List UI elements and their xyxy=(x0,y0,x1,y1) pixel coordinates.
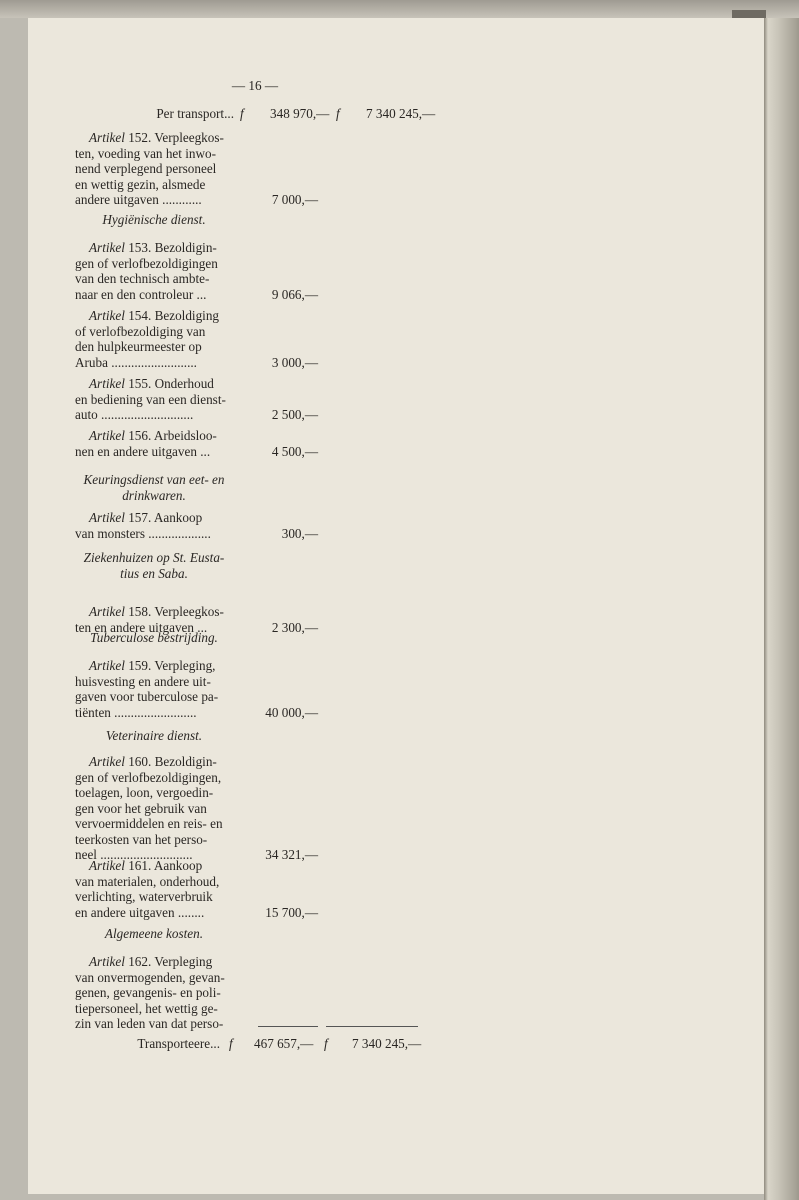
article-line: gen voor het gebruik van xyxy=(75,800,207,816)
article-amount: 15 700,— xyxy=(265,904,318,920)
page-number: — 16 — xyxy=(231,78,279,93)
section-heading: Keuringsdienst van eet- en xyxy=(83,472,225,487)
header-amount-2: 7 340 245,— xyxy=(366,106,436,121)
header-currency-2: f xyxy=(336,106,340,121)
footer-amount-2: 7 340 245,— xyxy=(352,1036,422,1051)
article-amount: 9 066,— xyxy=(271,286,318,302)
article-line-first: Artikel 159. Verpleging, xyxy=(89,658,216,673)
article-line: tiënten ......................... xyxy=(75,704,197,720)
article-line: ten, voeding van het inwo- xyxy=(75,145,216,161)
section-heading: Algemeene kosten. xyxy=(104,926,204,941)
article-line: of verlofbezoldiging van xyxy=(75,323,206,339)
article-amount: 300,— xyxy=(281,525,318,541)
article-amount: 2 300,— xyxy=(271,619,318,635)
article-line: en andere uitgaven ........ xyxy=(75,904,205,920)
subtotal-rule-2 xyxy=(326,1026,418,1027)
article-line: naar en den controleur ... xyxy=(75,286,207,302)
article-line: van den technisch ambte- xyxy=(75,271,210,286)
header-amount-1: 348 970,— xyxy=(270,106,330,121)
footer-currency-2: f xyxy=(324,1036,328,1051)
article-line: van monsters ................... xyxy=(75,525,211,541)
article-line: genen, gevangenis- en poli- xyxy=(75,985,221,1000)
article-line-first: Artikel 155. Onderhoud xyxy=(89,376,214,391)
article-line: van onvermogenden, gevan- xyxy=(75,969,225,985)
section-heading: Veterinaire dienst. xyxy=(105,728,203,743)
article-line: zin van leden van dat perso- xyxy=(75,1016,224,1031)
footer-amount-1: 467 657,— xyxy=(254,1036,314,1051)
article-line-first: Artikel 156. Arbeidsloo- xyxy=(89,428,217,443)
article-amount: 4 500,— xyxy=(271,443,318,459)
article-line: en bediening van een dienst- xyxy=(75,391,226,407)
article-line: vervoermiddelen en reis- en xyxy=(75,816,223,831)
page-top-edge xyxy=(0,0,799,18)
section-heading: drinkwaren. xyxy=(122,487,186,503)
article-line: den hulpkeurmeester op xyxy=(75,339,202,354)
article-line: andere uitgaven ............ xyxy=(75,192,202,207)
header-currency-1: f xyxy=(240,106,244,121)
book-spine xyxy=(764,18,799,1200)
article-line: auto ............................ xyxy=(75,407,194,422)
article-line: Aruba .......................... xyxy=(75,354,197,370)
article-line: en wettig gezin, alsmede xyxy=(75,176,206,192)
article-line-first: Artikel 160. Bezoldigin- xyxy=(89,754,217,769)
article-amount: 40 000,— xyxy=(265,704,318,720)
section-heading: Hygiënische dienst. xyxy=(102,212,206,227)
section-heading: tius en Saba. xyxy=(120,565,188,581)
footer-label: Transporteere... xyxy=(137,1036,220,1051)
article-amount: 34 321,— xyxy=(265,847,318,862)
article-line-first: Artikel 162. Verpleging xyxy=(89,954,213,969)
article-amount: 2 500,— xyxy=(271,407,318,422)
article-line-first: Artikel 152. Verpleegkos- xyxy=(89,130,224,145)
article-line-first: Artikel 153. Bezoldigin- xyxy=(89,240,217,255)
article-line-first: Artikel 161. Aankoop xyxy=(89,858,203,873)
article-line: tiepersoneel, het wettig ge- xyxy=(75,1000,218,1016)
article-line: neel ............................ xyxy=(75,847,193,862)
article-line: verlichting, waterverbruik xyxy=(75,889,213,904)
article-line: van materialen, onderhoud, xyxy=(75,873,220,889)
section-heading: Ziekenhuizen op St. Eusta- xyxy=(83,550,225,565)
article-line: toelagen, loon, vergoedin- xyxy=(75,785,214,800)
article-line: huisvesting en andere uit- xyxy=(75,673,211,689)
article-line: teerkosten van het perso- xyxy=(75,831,208,847)
article-line: nen en andere uitgaven ... xyxy=(75,443,211,459)
article-amount: 7 000,— xyxy=(271,192,318,207)
header-label: Per transport... xyxy=(156,106,234,121)
article-line: gen of verlofbezoldigingen, xyxy=(75,769,222,785)
article-line-first: Artikel 157. Aankoop xyxy=(89,510,203,525)
subtotal-rule-1 xyxy=(258,1026,318,1027)
article-line: ten en andere uitgaven ... xyxy=(75,619,208,635)
section-heading: Tuberculose bestrijding. xyxy=(90,630,218,645)
article-line: nend verplegend personeel xyxy=(75,161,217,176)
article-line-first: Artikel 158. Verpleegkos- xyxy=(89,604,224,619)
article-line-first: Artikel 154. Bezoldiging xyxy=(89,308,220,323)
footer-currency-1: f xyxy=(229,1036,233,1051)
article-line: gen of verlofbezoldigingen xyxy=(75,255,218,271)
article-amount: 3 000,— xyxy=(271,354,318,370)
article-line: gaven voor tuberculose pa- xyxy=(75,689,219,704)
